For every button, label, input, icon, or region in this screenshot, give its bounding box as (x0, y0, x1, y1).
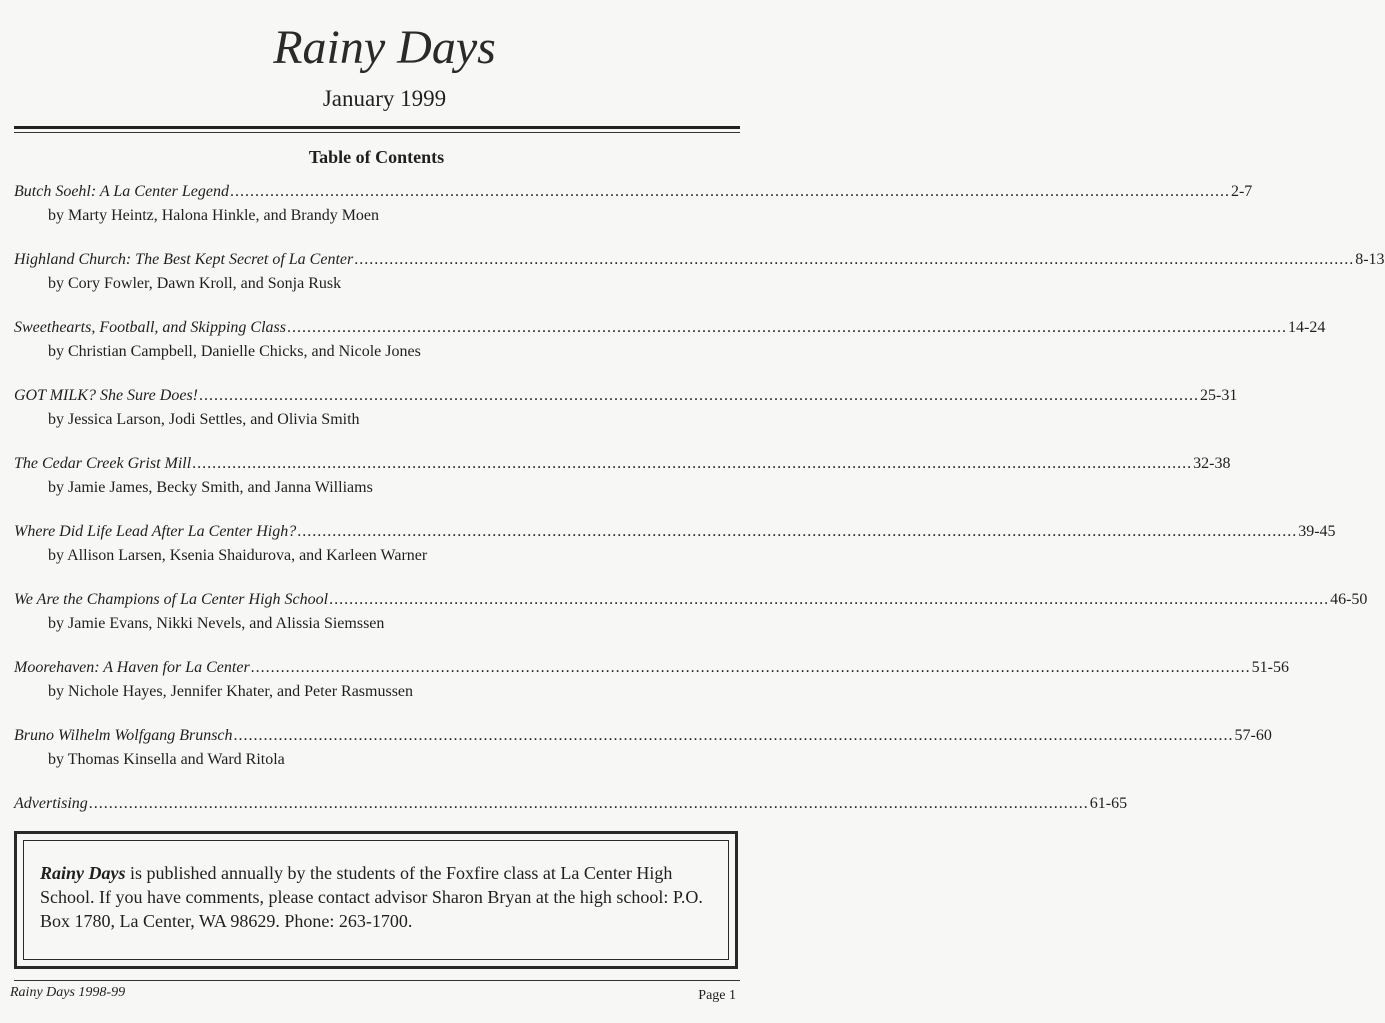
toc-entry-title: Sweethearts, Football, and Skipping Class (14, 319, 286, 336)
toc-entry-pages: 8-13 (1355, 251, 1385, 268)
toc-entry-line (14, 656, 1289, 680)
toc-entry-title: We Are the Champions of La Center High School (14, 591, 329, 608)
leader-dots: ........................................................................................................................................................................................................ (192, 455, 1193, 472)
leader-dots: ........................................................................................................................................................................................................ (297, 523, 1298, 540)
toc-entry-pages: 32-38 (1193, 455, 1231, 472)
toc-entry-line (14, 384, 1238, 408)
publication-title: Rainy Days (273, 21, 496, 74)
toc-entry-authors: by Thomas Kinsella and Ward Ritola (48, 751, 285, 768)
toc-entry-title: Highland Church: The Best Kept Secret of La Center (14, 251, 354, 268)
toc-entry-pages: 2-7 (1230, 183, 1253, 200)
info-publication-name: Rainy Days (40, 863, 126, 883)
toc-entry-title: Bruno Wilhelm Wolfgang Brunsch (14, 727, 233, 744)
toc-entry (14, 180, 1253, 248)
leader-dots: ........................................................................................................................................................................................................ (229, 183, 1230, 200)
toc-entry-pages: 46-50 (1330, 591, 1368, 608)
toc-heading: Table of Contents (308, 147, 445, 167)
toc-entry-title: GOT MILK? She Sure Does! (14, 387, 198, 404)
toc-entry-line (14, 452, 1231, 476)
toc-entry-title: Where Did Life Lead After La Center High? (14, 523, 297, 540)
page-number: Page 1 (698, 988, 736, 1003)
toc-entry-authors: by Jessica Larson, Jodi Settles, and Olivia Smith (48, 411, 360, 428)
toc-entry-line (14, 180, 1253, 204)
toc-entry-authors: by Jamie Evans, Nikki Nevels, and Alissia Siemssen (48, 615, 385, 632)
toc-entry-authors: by Nichole Hayes, Jennifer Khater, and Peter Rasmussen (48, 683, 414, 700)
toc-entry-authors: by Allison Larsen, Ksenia Shaidurova, and Karleen Warner (48, 547, 428, 564)
toc-entry-authors: by Marty Heintz, Halona Hinkle, and Brandy Moen (48, 207, 380, 224)
toc-entry-authors: by Jamie James, Becky Smith, and Janna Williams (48, 479, 373, 496)
toc-entry-line (14, 316, 1326, 340)
header-rule (14, 126, 740, 129)
leader-dots: ........................................................................................................................................................................................................ (250, 659, 1251, 676)
toc-entry (14, 384, 1238, 452)
toc-entry (14, 724, 1272, 792)
toc-entry-title: Butch Soehl: A La Center Legend (14, 183, 229, 200)
toc-entry-authors: by Cory Fowler, Dawn Kroll, and Sonja Rusk (48, 275, 342, 292)
footer-publication-text: Rainy Days 1998-99 (10, 985, 126, 1000)
toc-entry (14, 452, 1231, 520)
toc-entry-pages: 51-56 (1251, 659, 1289, 676)
toc-entry-line (14, 520, 1336, 544)
footer-rule (14, 980, 740, 981)
toc-entry (14, 656, 1289, 724)
leader-dots: ........................................................................................................................................................................................................ (88, 795, 1089, 812)
toc-entry-pages: 14-24 (1288, 319, 1326, 336)
info-text: is published annually by the students of the Foxfire class at La Center High School. If you have comments, please contact advisor Sharon Bryan at the high school: P.O. Box 1780, La Center, WA 98629. Phone: 263-1700. (40, 863, 703, 931)
toc-entry-pages: 25-31 (1200, 387, 1238, 404)
toc-list (14, 180, 1385, 860)
toc-entry-pages: 61-65 (1089, 795, 1128, 812)
issue-date: January 1999 (322, 86, 447, 111)
toc-entry-line (14, 588, 1368, 612)
leader-dots: ........................................................................................................................................................................................................ (287, 319, 1287, 336)
leader-dots: ........................................................................................................................................................................................................ (329, 591, 1330, 608)
toc-entry (14, 248, 1385, 316)
toc-entry-line (14, 724, 1272, 748)
toc-entry-line (14, 248, 1385, 272)
toc-entry (14, 520, 1336, 588)
toc-entry-pages: 57-60 (1234, 727, 1272, 744)
info-box-inner (23, 840, 729, 960)
leader-dots: ........................................................................................................................................................................................................ (199, 387, 1199, 404)
toc-entry-pages: 39-45 (1298, 523, 1336, 540)
toc-entry-authors: by Christian Campbell, Danielle Chicks, and Nicole Jones (48, 343, 421, 360)
toc-entry-line (14, 792, 1128, 816)
toc-entry (14, 588, 1368, 656)
toc-entry-title: The Cedar Creek Grist Mill (14, 455, 192, 472)
footer-publication (10, 984, 125, 1002)
toc-entry-title: Advertising (14, 795, 88, 812)
toc-entry (14, 316, 1326, 384)
leader-dots: ........................................................................................................................................................................................................ (354, 251, 1355, 268)
info-box (14, 831, 738, 969)
toc-entry-title: Moorehaven: A Haven for La Center (14, 659, 250, 676)
leader-dots: ........................................................................................................................................................................................................ (233, 727, 1234, 744)
